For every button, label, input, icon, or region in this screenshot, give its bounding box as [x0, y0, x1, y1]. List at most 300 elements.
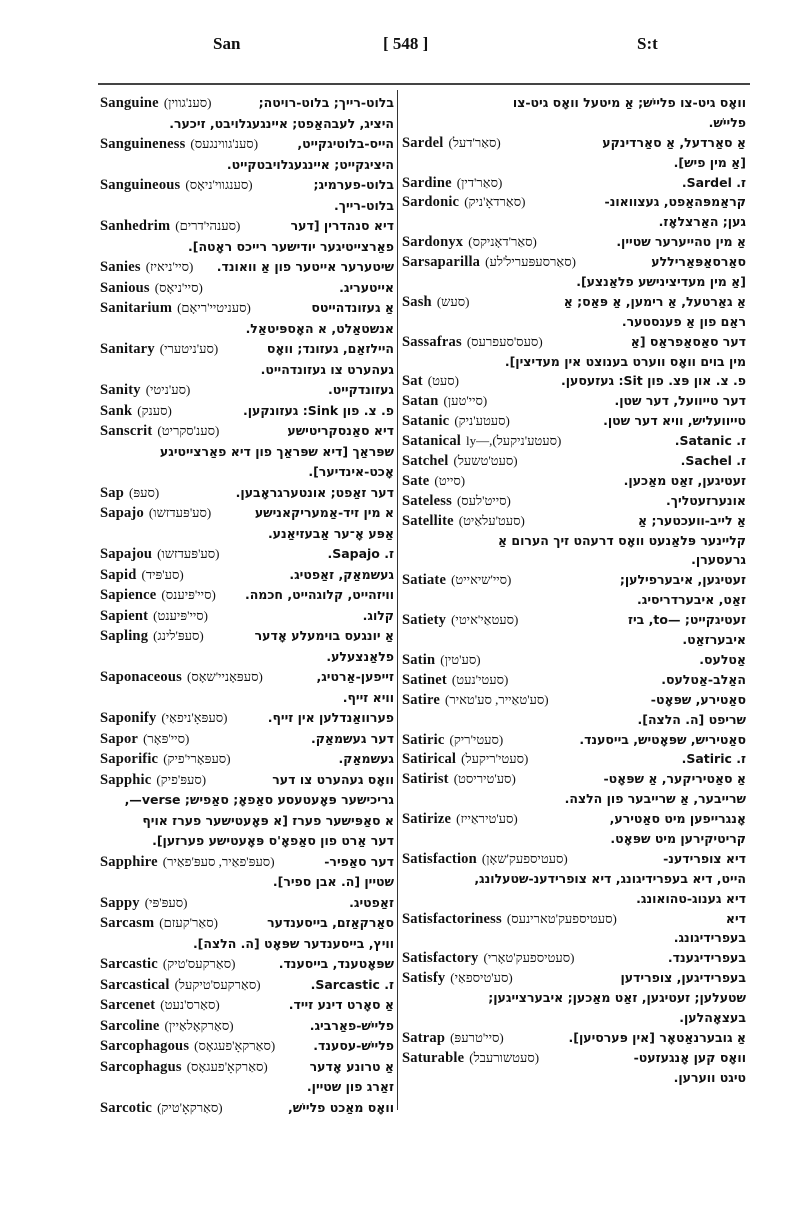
dictionary-entry-line	[402, 371, 746, 391]
entry-head	[402, 948, 574, 968]
definition-continuation-line	[100, 688, 394, 709]
dictionary-entry-line	[402, 730, 746, 750]
entry-head	[402, 610, 518, 630]
pronunciation: (סעניטיי'ריאָם)	[177, 300, 251, 315]
definition-text: זעטיגען, זאַט מאַכען.	[623, 472, 746, 488]
pronunciation: (סע'טיראַייז)	[456, 811, 518, 827]
entry-head	[402, 431, 561, 451]
pronunciation: (סאַר'דאָניקס)	[468, 234, 537, 250]
pronunciation: (סע'פּעדזשו)	[157, 546, 220, 561]
definition-text: זעטיגקייט; —to, ביז	[628, 612, 746, 628]
headword: Sanhedrim	[100, 218, 171, 234]
dictionary-entry-line	[100, 544, 394, 565]
dictionary-entry-line	[402, 192, 746, 212]
pronunciation: (סע'טאַייר, סע'טאיר)	[444, 691, 549, 707]
definition-text: גריכישער פּאָעטעסע סאַפאָ; סאַפיש; verse—,	[124, 792, 394, 807]
entry-head	[100, 749, 231, 770]
entry-head	[100, 1098, 223, 1119]
entry-head	[402, 511, 525, 531]
definition-continuation-line	[402, 869, 746, 889]
definition-text: שטעלען; זעטיגען, זאַט מאַכען; איבערצייגען;	[488, 990, 746, 1006]
definition-text: טיגט ווערען.	[673, 1069, 746, 1085]
definition-continuation-line	[402, 928, 746, 948]
pronunciation: (סע'פּעדזשו)	[148, 505, 212, 520]
dictionary-entry-line	[100, 278, 394, 299]
definition-text: אַ סאַטיריקער, אַ שפּאָט-	[603, 771, 746, 787]
definition-text: בעפרידיגענד.	[667, 950, 746, 966]
headword: Satirize	[402, 811, 452, 828]
headword: Saponaceous	[100, 669, 182, 685]
definition-continuation-line	[402, 212, 746, 232]
entry-head	[100, 503, 211, 524]
definition-continuation-line	[402, 789, 746, 809]
definition-text: א סאַפּישער פערז [א פּאָעטישער פערז אויף	[142, 812, 394, 828]
headword: Sapajou	[100, 546, 153, 562]
definition-text: סאַטירע, שפּאָט-	[650, 691, 746, 707]
entry-head	[402, 690, 549, 710]
dictionary-entry-line	[100, 421, 394, 442]
dictionary-entry-line	[402, 849, 746, 869]
definition-text: וויא זייף.	[342, 689, 394, 705]
dictionary-entry-line	[100, 134, 394, 155]
headword: Sardine	[402, 174, 452, 191]
dictionary-entry-line	[100, 298, 394, 319]
definition-text: הייס-בלוטיגקייט,	[297, 136, 394, 151]
definition-continuation-line	[100, 196, 394, 217]
entry-head	[402, 332, 543, 352]
definition-continuation-line	[402, 1068, 746, 1088]
entry-head	[402, 232, 537, 252]
entry-head	[100, 893, 188, 914]
definition-text: געזונדקייט.	[327, 382, 394, 397]
entry-head	[402, 471, 465, 491]
definition-text: זאַט, איבערדריסיג.	[636, 592, 746, 608]
pronunciation: (סעפּ'פּי)	[144, 894, 188, 910]
definition-text: פערוואַנדלען אין זייף.	[267, 710, 394, 725]
dictionary-entry-line	[100, 339, 394, 360]
pronunciation: (סע'טיספאַי)	[450, 970, 513, 986]
dictionary-entry-line	[100, 770, 394, 791]
headword: Sanitary	[100, 341, 155, 357]
entry-head	[100, 401, 172, 422]
headword: Sassafras	[402, 333, 462, 350]
pronunciation: (סע'טיריסט)	[453, 771, 516, 787]
entry-head	[402, 809, 518, 829]
definition-text: סאַרקאַזם, בייסענדער	[267, 915, 394, 930]
headword: Sash	[402, 293, 432, 310]
definition-continuation-line	[100, 524, 394, 545]
dictionary-entry-line	[402, 769, 746, 789]
headword: Satinet	[402, 671, 447, 688]
definition-text: היציגקייט; איינגעגלויבטקייט.	[226, 156, 394, 172]
entry-head	[100, 729, 189, 750]
definition-text: בלוט-רייך.	[333, 197, 394, 213]
pronunciation: (סעפּ'פיק)	[156, 771, 207, 787]
entry-head	[402, 749, 528, 769]
definition-text: אנשטאַלט, א האָספּיטאַל.	[245, 320, 394, 336]
headword: Satanical	[402, 433, 461, 450]
entry-head	[100, 1016, 234, 1037]
entry-head	[100, 339, 218, 360]
entry-head	[100, 278, 203, 299]
definition-text: פ. צ. פון Sink: געזונקען.	[242, 402, 394, 418]
pronunciation: (סעטע'ניקעל),—ly	[466, 433, 562, 449]
dictionary-entry-line	[100, 503, 394, 524]
definition-text: אַפּע אָ־ער אַבעזיאַנע.	[267, 525, 394, 541]
pronunciation: (סעטע'ניק)	[454, 413, 510, 429]
pronunciation: (סיי'פּיענט)	[153, 607, 209, 623]
definition-text: מין בוים וואָס ווערט בענוצט אין מעדיצין].	[504, 353, 746, 369]
definition-text: אונערזעטליך.	[666, 492, 746, 508]
pronunciation: (סאַרדאָ'ניק)	[464, 194, 526, 210]
entry-head	[100, 852, 275, 873]
headword: Satisfy	[402, 970, 446, 987]
entry-head	[100, 380, 190, 401]
dictionary-entry-line	[402, 948, 746, 968]
dictionary-entry-line	[100, 257, 394, 278]
dictionary-entry-line	[100, 975, 394, 996]
pronunciation: (סע'ניטערי)	[159, 341, 219, 356]
definition-text: ז. Satanic.	[674, 433, 746, 449]
dictionary-entry-line	[402, 252, 746, 272]
dictionary-entry-line	[402, 570, 746, 590]
definition-text: דער זאַפט; אונטערגראָבען.	[235, 484, 394, 500]
definition-text: פליישׁ-פאַרביג.	[309, 1017, 394, 1033]
headword: Sapphic	[100, 771, 152, 788]
definition-text: דער טייוועל, דער שטן.	[614, 393, 746, 409]
headword: Satin	[402, 651, 436, 668]
headword: Sat	[402, 373, 423, 390]
pronunciation: (סאַר'קעזם)	[159, 915, 218, 930]
definition-text: זייפען-אַרטיג,	[316, 669, 394, 684]
entry-head	[402, 650, 481, 670]
headword: Sarcenet	[100, 997, 156, 1013]
entry-head	[402, 292, 469, 312]
definition-text: אָכט-אינדיער].	[308, 464, 394, 479]
entry-head	[100, 585, 216, 606]
pronunciation: (סייט)	[434, 472, 466, 488]
definition-text: אַטלעס.	[699, 651, 746, 667]
definition-continuation-line	[402, 272, 746, 292]
definition-text: דיא צופרידענ-	[663, 850, 746, 866]
definition-text: זאַפטיג.	[349, 894, 394, 910]
headword: Sapajo	[100, 505, 144, 521]
dictionary-entry-line	[100, 667, 394, 688]
definition-text: וויזהייט, קלוגהייט, חכמה.	[244, 587, 394, 602]
pronunciation: (סעש)	[436, 293, 470, 309]
definition-text: וואָס מאַכט פליישׁ,	[288, 1099, 394, 1115]
entry-head	[402, 371, 459, 391]
definition-text: שריפט [ה. הלצה].	[637, 711, 746, 727]
pronunciation: (סייט'לעס)	[456, 492, 511, 508]
headword: Satisfaction	[402, 850, 477, 867]
right-column	[402, 93, 746, 1088]
headword: Sanity	[100, 382, 141, 398]
definition-continuation-line	[402, 1008, 746, 1028]
definition-text: אַ גובערנאַטאָר [אין פּערסיען].	[568, 1029, 746, 1045]
dictionary-entry-line	[402, 749, 746, 769]
headword: Sate	[402, 472, 430, 489]
definition-text: אַ געזונדהייטס	[311, 300, 394, 315]
pronunciation: (סע'טין)	[440, 651, 481, 667]
headword: Satiety	[402, 612, 447, 629]
pronunciation: (סענק)	[137, 402, 172, 418]
headword: Saponify	[100, 710, 157, 726]
pronunciation: (סע'פּיד)	[141, 566, 184, 582]
definition-text: וואָס געהערט צו דער	[272, 771, 394, 787]
pronunciation: (סיי'טרעפּ)	[450, 1029, 504, 1045]
headword: Sateless	[402, 492, 452, 509]
dictionary-entry-line	[100, 995, 394, 1016]
headword: Satchel	[402, 453, 449, 470]
dictionary-entry-line	[100, 729, 394, 750]
entry-head	[100, 667, 263, 688]
definition-text: בעצאָהלען.	[679, 1009, 746, 1025]
pronunciation: (סיי'פּאָר)	[143, 730, 190, 746]
definition-text: דיא סאַנסקריטישע	[287, 423, 394, 438]
entry-head	[402, 670, 508, 690]
headword: Sanscrit	[100, 423, 153, 439]
headword: Sarcastic	[100, 956, 158, 972]
headword: Sarcasm	[100, 915, 155, 931]
definition-text: פלאַנצעלע.	[326, 648, 394, 664]
headword: Satirical	[402, 751, 457, 768]
definition-text: פאַרצייטיגער יודישער רייכס ראָטה].	[188, 238, 394, 254]
pronunciation: (סעט'טשעל)	[453, 453, 518, 469]
definition-text: וואָס גיט-צו פליישׁ; אַ מיטעל וואָס גיט-צו	[512, 95, 746, 110]
pronunciation: (סעטיספעק'טאָרי)	[483, 950, 575, 966]
dictionary-entry-line	[100, 216, 394, 237]
definition-text: בעפרידיגען, צופרידען	[620, 970, 746, 986]
dictionary-entry-line	[402, 173, 746, 193]
entry-head	[402, 570, 511, 590]
dictionary-entry-line	[402, 133, 746, 153]
pronunciation: (סעט'עלאַיט)	[458, 512, 525, 528]
pronunciation: (סיי'פּיענס)	[161, 587, 216, 602]
definition-text: ז. Sardel.	[681, 174, 746, 190]
definition-continuation-line	[100, 462, 394, 483]
guide-word-left: San	[213, 34, 241, 53]
definition-text: שפּראַך [דיא שפּראַך פון דיא פאַרצייטיגע	[159, 443, 394, 459]
entry-head	[100, 216, 240, 237]
definition-text: דער סאַפיר-	[324, 853, 394, 869]
entry-head	[100, 954, 235, 975]
definition-text: געהערט צו געזונדהייט.	[260, 361, 394, 377]
pronunciation: (סעפּ'פאַיר, סעפּ'פאַיר)	[162, 853, 275, 869]
pronunciation: (סענהי'דרים)	[175, 218, 241, 233]
headword: Satire	[402, 691, 440, 708]
definition-text: שפּאָטענד, בייסענד.	[278, 956, 394, 971]
pronunciation: (סעפּ)	[128, 484, 160, 500]
entry-head	[402, 909, 617, 929]
entry-head	[100, 298, 251, 319]
definition-continuation-line	[100, 319, 394, 340]
dictionary-entry-line	[100, 1057, 394, 1078]
definition-text: דער געשמאַק.	[310, 730, 394, 746]
definition-continuation-line	[402, 113, 746, 133]
dictionary-entry-line	[402, 1048, 746, 1068]
pronunciation: (סע'ניטי)	[145, 382, 191, 397]
definition-text: בלוט-פערמיג;	[313, 177, 394, 192]
definition-text: היילזאַם, געזונד; וואָס	[266, 341, 394, 356]
pronunciation: (סיי'שיאייט)	[451, 572, 512, 588]
definition-text: [אַ מין מעדיצינישע פלאַנצע].	[576, 274, 746, 290]
pronunciation: (סעטשורעבל)	[469, 1049, 540, 1065]
dictionary-entry-line	[100, 1098, 394, 1119]
entry-head	[100, 975, 261, 996]
headword: Sarcophagous	[100, 1038, 190, 1054]
definition-continuation-line	[100, 934, 394, 955]
dictionary-entry-line	[402, 610, 746, 630]
dictionary-entry-line	[100, 175, 394, 196]
entry-head	[402, 173, 502, 193]
definition-continuation-line	[402, 630, 746, 650]
headword: Satiric	[402, 731, 445, 748]
dictionary-entry-line	[402, 690, 746, 710]
headword: Sapient	[100, 607, 149, 624]
entry-head	[100, 770, 206, 791]
entry-head	[100, 708, 227, 729]
definition-text: [אַ מין פיש].	[673, 154, 746, 170]
headword: Sanitarium	[100, 300, 173, 316]
definition-text: פליישׁ.	[708, 114, 746, 130]
dictionary-entry-line	[402, 968, 746, 988]
entry-head	[402, 391, 487, 411]
dictionary-entry-line	[402, 670, 746, 690]
pronunciation: (סאַרקאָ'טיק)	[157, 1099, 223, 1115]
definition-continuation-line	[100, 237, 394, 258]
headword: Satirist	[402, 771, 449, 788]
definition-text: קליינער פּלאַנעט וואָס דרעהט זיך הערום אַ	[497, 532, 746, 548]
definition-continuation-line	[100, 647, 394, 668]
definition-text: סאַטיריש, שפּאָטיש, בייסענד.	[579, 731, 746, 747]
headword: Sarcotic	[100, 1099, 153, 1116]
definition-continuation-line	[100, 114, 394, 135]
headword: Sarsaparilla	[402, 254, 481, 271]
headword: Sarcophagus	[100, 1058, 182, 1075]
definition-text: איבערזאַט.	[682, 632, 746, 648]
pronunciation: (סאַרקאָ'פעגאָס)	[194, 1038, 276, 1053]
headword: Sarcoline	[100, 1017, 160, 1034]
definition-continuation-line	[100, 831, 394, 852]
pronunciation: (סעטאַי'איטי)	[451, 612, 519, 628]
entry-head	[100, 565, 184, 586]
definition-text: שיטערער אייטער פון אַ וואונד.	[216, 259, 394, 274]
definition-text: אַ טרונע אָדער	[309, 1058, 394, 1074]
entry-head	[100, 257, 193, 278]
definition-text: גרעסערן.	[691, 552, 746, 568]
definition-text: פליישׁ-עסענד.	[313, 1038, 394, 1053]
entry-head	[402, 411, 510, 431]
headword: Sardonyx	[402, 234, 464, 251]
definition-text: געשמאַק, זאַפטיג.	[289, 566, 394, 582]
definition-continuation-line	[100, 811, 394, 832]
page-number: [ 548 ]	[383, 34, 429, 53]
definition-text: אַ מין טהייערער שטיין.	[616, 234, 746, 250]
definition-text: זאַרג פון שטיין.	[306, 1079, 394, 1094]
dictionary-entry-line	[402, 391, 746, 411]
dictionary-entry-line	[402, 332, 746, 352]
pronunciation: (סענ'סקריט)	[157, 423, 220, 438]
dictionary-entry-line	[402, 431, 746, 451]
pronunciation: (סעטי'ריקעל)	[461, 751, 529, 767]
dictionary-entry-line	[100, 1036, 394, 1057]
dictionary-entry-line	[100, 708, 394, 729]
definition-continuation-line	[402, 889, 746, 909]
definition-continuation-line	[402, 550, 746, 570]
definition-text: גען; האַרצלאָז.	[658, 214, 746, 230]
dictionary-entry-line	[100, 749, 394, 770]
entry-head	[100, 134, 258, 155]
dictionary-entry-line	[402, 411, 746, 431]
definition-continuation-line	[100, 872, 394, 893]
pronunciation: (סאַרקאָלאַיין)	[164, 1017, 234, 1033]
entry-head	[100, 606, 208, 627]
definition-text: קלוג.	[362, 607, 394, 623]
definition-text: ז. Sachel.	[680, 453, 746, 469]
pronunciation: (סעטיספעק'שאָן)	[481, 850, 568, 866]
dictionary-entry-line	[402, 511, 746, 531]
pronunciation: (סענ'גווין)	[163, 95, 212, 110]
headword: Saporific	[100, 751, 159, 767]
entry-head	[402, 730, 503, 750]
entry-head	[100, 175, 253, 196]
pronunciation: (סעטיספעק'טארינעס)	[506, 910, 617, 926]
definition-text: ז. Sarcastic.	[310, 976, 394, 992]
dictionary-entry-line	[100, 565, 394, 586]
definition-text: שרייבער, אַ שרייבער פון הלצה.	[564, 791, 746, 807]
entry-head	[100, 626, 204, 647]
definition-text: שטיין [ה. אבן ספיר].	[272, 874, 394, 889]
definition-text: סאַרסאַפּאַריללע	[651, 254, 746, 270]
headword: Sappy	[100, 894, 140, 911]
headword: Sapling	[100, 628, 149, 644]
entry-head	[402, 769, 516, 789]
definition-text: ראַם פון אַ פענסטער.	[621, 313, 746, 329]
headword: Sardonic	[402, 194, 460, 211]
pronunciation: (סעפּ'לינג)	[153, 628, 204, 643]
definition-continuation-line	[100, 155, 394, 176]
definition-continuation-line	[100, 790, 394, 811]
headword: Sanious	[100, 279, 150, 296]
entry-head	[100, 93, 211, 114]
definition-continuation-line	[402, 153, 746, 173]
entry-head	[402, 1048, 539, 1068]
pronunciation: (סעפּאָניי'שאָס)	[186, 669, 263, 684]
dictionary-entry-line	[100, 1016, 394, 1037]
definition-text: בעפרידיגונג.	[673, 930, 746, 946]
definition-text: קריטיקירען מיט שפּאָט.	[610, 830, 746, 846]
definition-text: אייטעריג.	[339, 279, 394, 295]
entry-head	[402, 1028, 504, 1048]
definition-text: אַ לייב-וועכטער; אַ	[638, 512, 746, 528]
headword: Sanguine	[100, 95, 159, 111]
definition-text: דער אַרט פון סאַפאָ'ס פּאָעטישע פערזען].	[152, 833, 394, 848]
pronunciation: (סענ'גווינגעס)	[190, 136, 259, 151]
definition-text: וויץ, בייסענדער שפּאָט [ה. הלצה].	[192, 935, 394, 951]
dictionary-entry-line	[402, 471, 746, 491]
dictionary-entry-line	[100, 483, 394, 504]
dictionary-entry-line	[402, 1028, 746, 1048]
definition-text: קראַמפּהאַפט, געצוואונ-	[604, 194, 746, 210]
definition-text: האַלב-אַטלעס.	[661, 671, 746, 687]
pronunciation: (סעס'סעפרעס)	[466, 333, 543, 349]
dictionary-entry-line	[402, 232, 746, 252]
headword: Sapid	[100, 566, 137, 583]
entry-head	[402, 491, 511, 511]
dictionary-entry-line	[100, 954, 394, 975]
pronunciation: (סענגווי'ניאָס)	[185, 177, 253, 192]
